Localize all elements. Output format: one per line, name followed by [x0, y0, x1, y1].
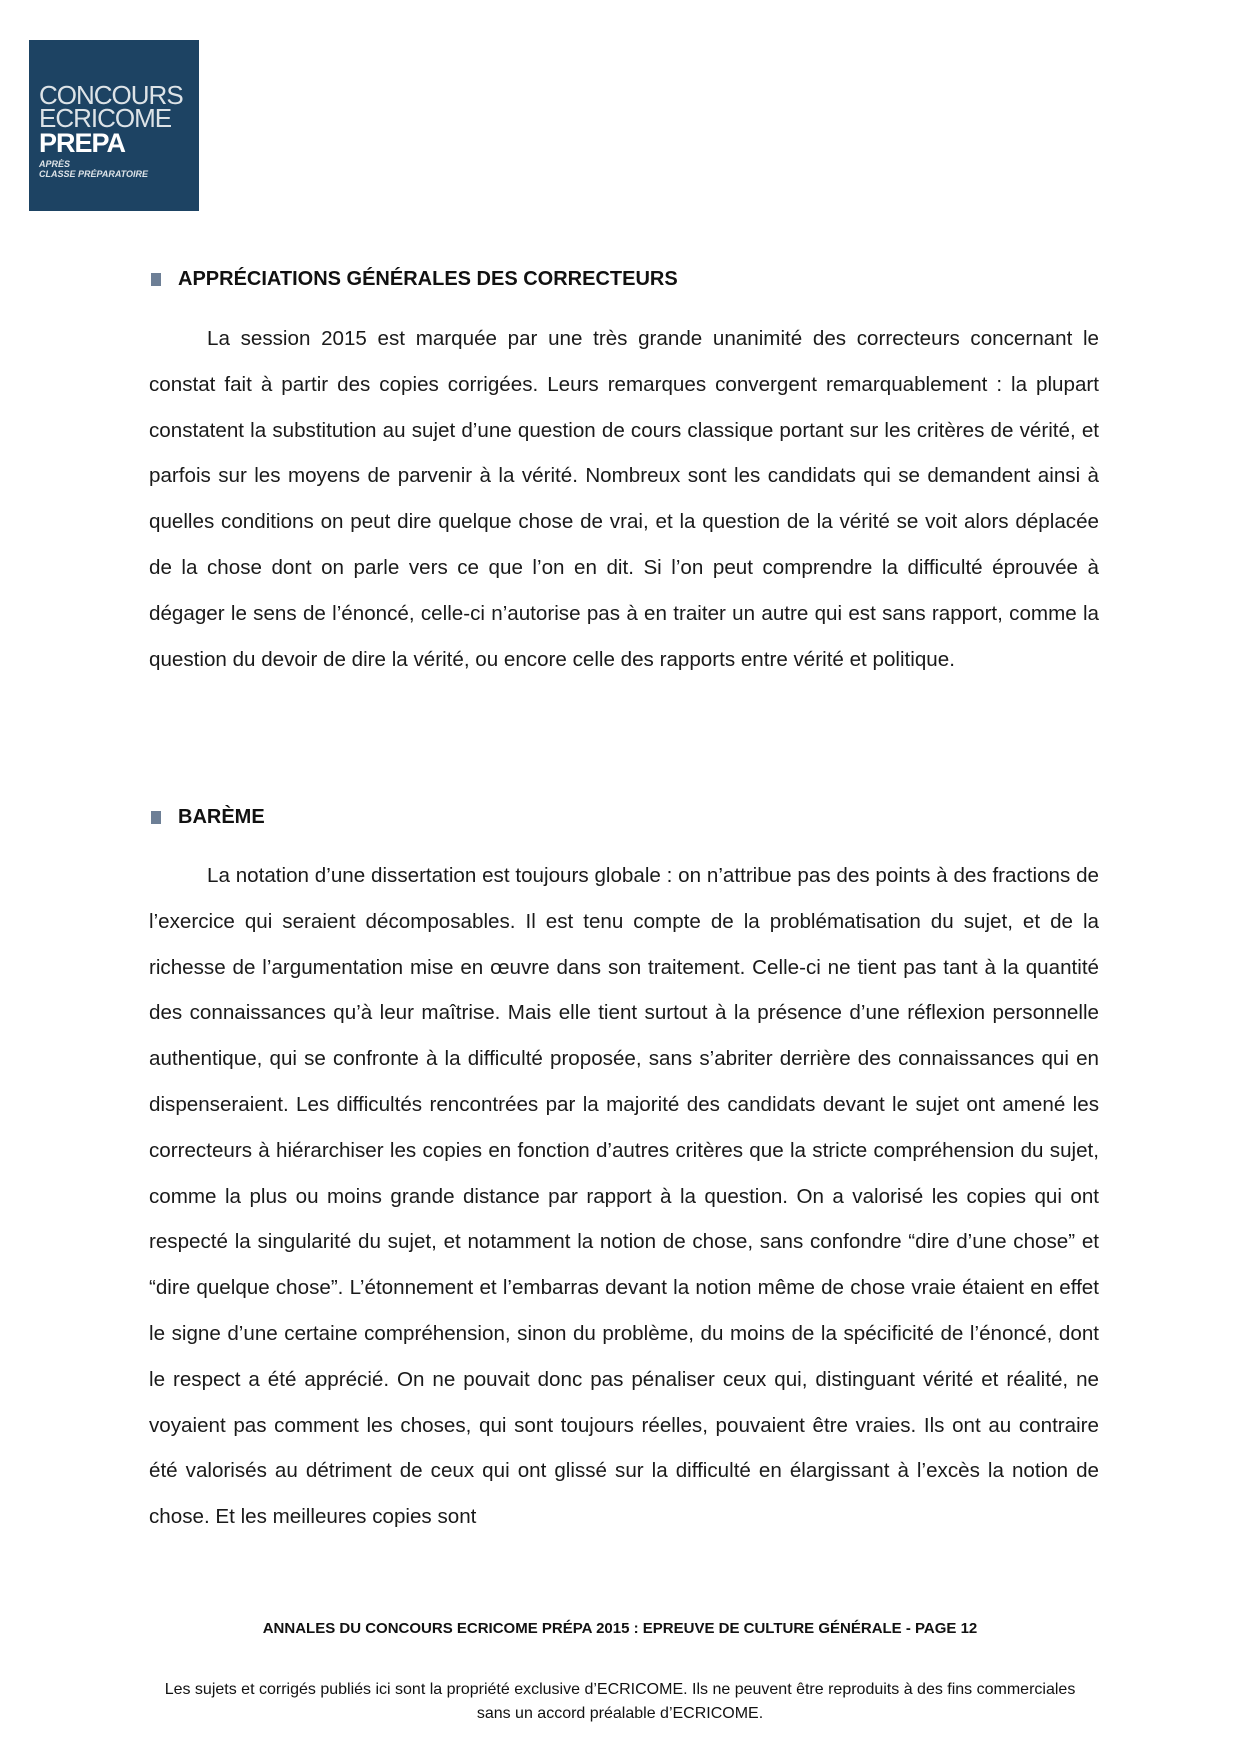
logo-text-prepa: PREPA: [39, 128, 126, 158]
logo-text-concours: CONCOURS: [39, 80, 183, 110]
paragraph-appreciations: La session 2015 est marquée par une très grande unanimité des correcteurs concernant le constat fait à partir des copies corrigées. Leurs remarques convergent remarquablement : la plupart constatent la substitution au sujet d’une question de cours classique portant sur les critères de vérité, et parfois sur les moyens de parvenir à la vérité. Nombreux sont les candidats qui se demandent ainsi à quelles conditions on peut dire quelque chose de vrai, et la question de la vérité se voit alors déplacée de la chose dont on parle vers ce que l’on en dit. Si l’on peut comprendre la difficulté éprouvée à dégager le sens de l’énoncé, celle-ci n’autorise pas à en traiter un autre qui est sans rapport, comme la question du devoir de dire la vérité, ou encore celle des rapports entre vérité et politique.: [149, 327, 1099, 671]
logo-text-classe: CLASSE PRÉPARATOIRE: [39, 169, 149, 179]
logo-text-ecricome: ECRICOME: [39, 103, 172, 133]
ecricome-logo: [29, 40, 199, 211]
section-heading-bareme: [151, 806, 265, 829]
footer-copyright-note: Les sujets et corrigés publiés ici sont la propriété exclusive d’ECRICOME. Ils ne peuvent être reproduits à des fins commerciales sans un accord préalable d’ECRICOME.: [164, 1681, 1076, 1722]
section-heading-text: BARÈME: [178, 806, 265, 828]
footer-title: ANNALES DU CONCOURS ECRICOME PRÉPA 2015 : EPREUVE DE CULTURE GÉNÉRALE - PAGE 12: [262, 1620, 978, 1637]
logo-text-apres: APRÈS: [39, 159, 71, 169]
paragraph-bareme: La notation d’une dissertation est toujours globale : on n’attribue pas des points à des fractions de l’exercice qui seraient décomposables. Il est tenu compte de la problématisation du sujet, et de la richesse de l’argumentation mise en œuvre dans son traitement. Celle-ci ne tient pas tant à la quantité des connaissances qu’à leur maîtrise. Mais elle tient surtout à la présence d’une réflexion personnelle authentique, qui se confronte à la difficulté proposée, sans s’abriter derrière des connaissances qui en dispenseraient. Les difficultés rencontrées par la majorité des candidats devant le sujet ont amené les correcteurs à hiérarchiser les copies en fonction d’autres critères que la stricte compréhension du sujet, comme la plus ou moins grande distance par rapport à la question. On a valorisé les copies qui ont respecté la singularité du sujet, et notamment la notion de chose, sans confondre “dire d’une chose” et “dire quelque chose”. L’étonnement et l’embarras devant la notion même de chose vraie étaient en effet le signe d’une certaine compréhension, sinon du problème, du moins de la spécificité de l’énoncé, dont le respect a été apprécié. On ne pouvait donc pas pénaliser ceux qui, distinguant vérité et réalité, ne voyaient pas comment les choses, qui sont toujours réelles, pouvaient être vraies. Ils ont au contraire été valorisés au détriment de ceux qui ont glissé sur la difficulté en élargissant à l’excès la notion de chose. Et les meilleures copies sont: [149, 864, 1099, 1529]
section-heading-appreciations: [151, 268, 678, 291]
heading-square-icon: [151, 811, 161, 824]
heading-square-icon: [151, 273, 161, 286]
section-heading-text: APPRÉCIATIONS GÉNÉRALES DES CORRECTEURS: [178, 268, 678, 290]
